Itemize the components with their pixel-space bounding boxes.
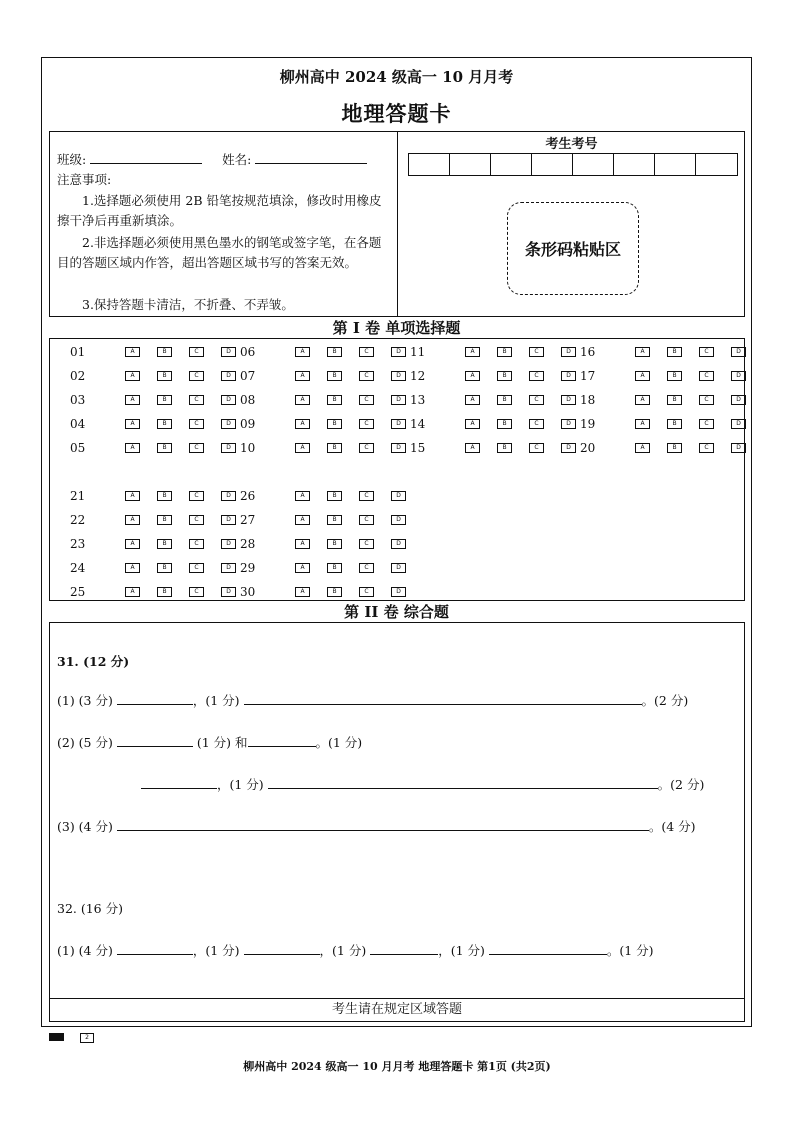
q32-p1-label: (1) (4 分) bbox=[57, 943, 113, 958]
option-bubble[interactable]: C bbox=[359, 491, 374, 501]
question-number: 03 bbox=[70, 393, 86, 407]
option-bubble[interactable]: B bbox=[667, 419, 682, 429]
option-bubble[interactable]: D bbox=[221, 419, 236, 429]
q32-sep2: ，(1 分) bbox=[319, 943, 367, 958]
question-number: 09 bbox=[240, 417, 256, 431]
option-bubble[interactable]: C bbox=[359, 443, 374, 453]
barcode-area: 条形码粘贴区 bbox=[507, 202, 639, 295]
mc-question bbox=[240, 584, 423, 600]
mc-question bbox=[580, 392, 763, 408]
q31-p1-blank-b[interactable] bbox=[244, 692, 642, 705]
option-bubble[interactable]: A bbox=[295, 371, 310, 381]
class-name-row bbox=[57, 149, 367, 170]
q31-p2-end: 。(1 分) bbox=[315, 735, 363, 750]
option-bubble[interactable]: B bbox=[667, 443, 682, 453]
mc-question bbox=[70, 416, 253, 432]
option-bubble[interactable]: B bbox=[327, 587, 342, 597]
option-bubble[interactable]: C bbox=[699, 395, 714, 405]
mc-question bbox=[70, 440, 253, 456]
q31-p2b-blank-a[interactable] bbox=[141, 776, 217, 789]
mc-question bbox=[70, 536, 253, 552]
option-bubble[interactable]: D bbox=[391, 371, 406, 381]
question-number: 06 bbox=[240, 345, 256, 359]
option-bubble[interactable]: A bbox=[635, 371, 650, 381]
question-number: 25 bbox=[70, 585, 86, 599]
option-bubble[interactable]: B bbox=[497, 371, 512, 381]
option-bubble[interactable]: D bbox=[221, 371, 236, 381]
question-number: 30 bbox=[240, 585, 256, 599]
question-number: 20 bbox=[580, 441, 596, 455]
option-bubble[interactable]: D bbox=[731, 395, 746, 405]
q31-p1-end: 。(2 分) bbox=[641, 693, 689, 708]
essay-area bbox=[49, 622, 745, 1022]
option-bubble[interactable]: A bbox=[635, 443, 650, 453]
option-bubble[interactable]: A bbox=[125, 395, 140, 405]
option-bubble[interactable]: D bbox=[561, 371, 576, 381]
question-number: 01 bbox=[70, 345, 86, 359]
option-bubble[interactable]: C bbox=[359, 395, 374, 405]
option-bubble[interactable]: A bbox=[465, 371, 480, 381]
mc-question bbox=[240, 512, 423, 528]
option-bubble[interactable]: D bbox=[221, 347, 236, 357]
option-bubble[interactable]: B bbox=[327, 443, 342, 453]
option-bubble[interactable]: C bbox=[189, 491, 204, 501]
question-number: 21 bbox=[70, 489, 86, 503]
option-bubble[interactable]: A bbox=[295, 563, 310, 573]
mc-question bbox=[240, 368, 423, 384]
option-bubble[interactable]: A bbox=[125, 419, 140, 429]
mc-question bbox=[580, 416, 763, 432]
name-field[interactable] bbox=[255, 149, 367, 164]
option-bubble[interactable]: C bbox=[189, 539, 204, 549]
option-bubble[interactable]: A bbox=[125, 515, 140, 525]
option-bubble[interactable]: D bbox=[561, 347, 576, 357]
option-bubble[interactable]: D bbox=[731, 419, 746, 429]
option-bubble[interactable]: B bbox=[327, 419, 342, 429]
option-bubble[interactable]: D bbox=[731, 371, 746, 381]
option-bubble[interactable]: B bbox=[327, 347, 342, 357]
option-bubble[interactable]: D bbox=[221, 491, 236, 501]
option-bubble[interactable]: D bbox=[221, 395, 236, 405]
option-bubble[interactable]: B bbox=[497, 443, 512, 453]
option-bubble[interactable]: A bbox=[635, 395, 650, 405]
option-bubble[interactable]: C bbox=[359, 539, 374, 549]
option-bubble[interactable]: B bbox=[157, 419, 172, 429]
option-bubble[interactable]: A bbox=[295, 395, 310, 405]
option-bubble[interactable]: D bbox=[561, 395, 576, 405]
option-bubble[interactable]: A bbox=[295, 419, 310, 429]
option-bubble[interactable]: A bbox=[465, 395, 480, 405]
question-number: 28 bbox=[240, 537, 256, 551]
class-field[interactable] bbox=[90, 149, 202, 164]
option-bubble[interactable]: D bbox=[391, 395, 406, 405]
option-bubble[interactable]: C bbox=[529, 395, 544, 405]
q31-p2b-end: 。(2 分) bbox=[657, 777, 705, 792]
mc-question bbox=[70, 488, 253, 504]
option-bubble[interactable]: A bbox=[125, 347, 140, 357]
exam-number-cell[interactable] bbox=[532, 154, 573, 175]
option-bubble[interactable]: B bbox=[157, 443, 172, 453]
option-bubble[interactable]: D bbox=[731, 347, 746, 357]
option-bubble[interactable]: C bbox=[189, 587, 204, 597]
mc-question bbox=[580, 368, 763, 384]
option-bubble[interactable]: C bbox=[189, 347, 204, 357]
option-bubble[interactable]: D bbox=[221, 515, 236, 525]
name-label: 姓名: bbox=[222, 152, 252, 167]
option-bubble[interactable]: D bbox=[731, 443, 746, 453]
option-bubble[interactable]: C bbox=[189, 395, 204, 405]
option-bubble[interactable]: B bbox=[327, 563, 342, 573]
mc-question bbox=[70, 512, 253, 528]
option-bubble[interactable]: A bbox=[295, 539, 310, 549]
option-bubble[interactable]: B bbox=[327, 515, 342, 525]
option-bubble[interactable]: C bbox=[699, 443, 714, 453]
option-bubble[interactable]: B bbox=[157, 515, 172, 525]
option-bubble[interactable]: A bbox=[465, 419, 480, 429]
option-bubble[interactable]: B bbox=[667, 395, 682, 405]
option-bubble[interactable]: C bbox=[529, 443, 544, 453]
option-bubble[interactable]: C bbox=[529, 371, 544, 381]
q32-sep1: ，(1 分) bbox=[192, 943, 240, 958]
question-number: 24 bbox=[70, 561, 86, 575]
option-bubble[interactable]: D bbox=[391, 563, 406, 573]
mc-question bbox=[240, 344, 423, 360]
class-label: 班级: bbox=[57, 152, 87, 167]
page-marker-box: 2 bbox=[80, 1033, 94, 1043]
option-bubble[interactable]: D bbox=[391, 587, 406, 597]
option-bubble[interactable]: A bbox=[295, 515, 310, 525]
q31-p3-label: (3) (4 分) bbox=[57, 819, 113, 834]
exam-title: 柳州高中 2024 级高一 10 月月考 bbox=[279, 68, 514, 86]
exam-number-cell[interactable] bbox=[409, 154, 450, 175]
mc-question bbox=[240, 440, 423, 456]
mc-question bbox=[240, 488, 423, 504]
q31-part2b bbox=[141, 775, 704, 795]
q32-blank-2[interactable] bbox=[244, 942, 320, 955]
option-bubble[interactable]: B bbox=[327, 491, 342, 501]
exam-number-grid bbox=[408, 153, 738, 176]
option-bubble[interactable]: C bbox=[699, 371, 714, 381]
question-number: 07 bbox=[240, 369, 256, 383]
option-bubble[interactable]: C bbox=[359, 419, 374, 429]
option-bubble[interactable]: D bbox=[391, 419, 406, 429]
notice-3: 3.保持答题卡清洁，不折叠、不弄皱。 bbox=[82, 297, 294, 312]
notice-2: 2.非选择题必须使用黑色墨水的钢笔或签字笔，在各题目的答题区域内作答，超出答题区域书写的答案无效。 bbox=[57, 235, 382, 270]
q31-p2-label: (2) (5 分) bbox=[57, 735, 113, 750]
option-bubble[interactable]: D bbox=[221, 563, 236, 573]
mc-question bbox=[580, 440, 763, 456]
q32-head: 32. (16 分) bbox=[57, 901, 123, 916]
question-number: 29 bbox=[240, 561, 256, 575]
option-bubble[interactable]: D bbox=[561, 419, 576, 429]
option-bubble[interactable]: C bbox=[359, 347, 374, 357]
q31-part1 bbox=[57, 691, 688, 711]
q31-p3-blank[interactable] bbox=[117, 818, 649, 831]
answer-area-note: 考生请在规定区域答题 bbox=[50, 998, 744, 1021]
option-bubble[interactable]: A bbox=[635, 419, 650, 429]
notice-title: 注意事项: bbox=[57, 172, 112, 187]
question-number: 23 bbox=[70, 537, 86, 551]
q31-p1-mid: ，(1 分) bbox=[192, 693, 240, 708]
option-bubble[interactable]: D bbox=[221, 539, 236, 549]
q31-p2b-mid: ，(1 分) bbox=[217, 777, 264, 792]
option-bubble[interactable]: B bbox=[497, 395, 512, 405]
alignment-mark bbox=[49, 1033, 64, 1041]
option-bubble[interactable]: B bbox=[327, 371, 342, 381]
option-bubble[interactable]: D bbox=[391, 515, 406, 525]
question-number: 08 bbox=[240, 393, 256, 407]
option-bubble[interactable]: B bbox=[667, 347, 682, 357]
exam-number-cell[interactable] bbox=[491, 154, 532, 175]
mc-question bbox=[410, 344, 593, 360]
option-bubble[interactable]: C bbox=[699, 419, 714, 429]
option-bubble[interactable]: B bbox=[667, 371, 682, 381]
option-bubble[interactable]: C bbox=[189, 515, 204, 525]
question-number: 18 bbox=[580, 393, 596, 407]
option-bubble[interactable]: C bbox=[359, 563, 374, 573]
q31-part3 bbox=[57, 817, 696, 837]
option-bubble[interactable]: B bbox=[497, 347, 512, 357]
option-bubble[interactable]: B bbox=[327, 395, 342, 405]
mc-question bbox=[240, 560, 423, 576]
mc-question bbox=[240, 392, 423, 408]
multiple-choice-area bbox=[49, 338, 745, 601]
option-bubble[interactable]: C bbox=[529, 419, 544, 429]
question-number: 13 bbox=[410, 393, 426, 407]
mc-question bbox=[410, 392, 593, 408]
mc-question bbox=[70, 392, 253, 408]
option-bubble[interactable]: A bbox=[125, 539, 140, 549]
option-bubble[interactable]: C bbox=[359, 515, 374, 525]
option-bubble[interactable]: C bbox=[189, 419, 204, 429]
option-bubble[interactable]: A bbox=[635, 347, 650, 357]
notice-1: 1.选择题必须使用 2B 铅笔按规范填涂，修改时用橡皮擦干净后再重新填涂。 bbox=[57, 193, 382, 228]
option-bubble[interactable]: D bbox=[391, 443, 406, 453]
question-number: 14 bbox=[410, 417, 426, 431]
option-bubble[interactable]: D bbox=[221, 587, 236, 597]
exam-number-cell[interactable] bbox=[573, 154, 614, 175]
option-bubble[interactable]: D bbox=[561, 443, 576, 453]
q32-end: 。(1 分) bbox=[606, 943, 654, 958]
question-number: 02 bbox=[70, 369, 86, 383]
option-bubble[interactable]: A bbox=[295, 491, 310, 501]
card-title: 地理答题卡 bbox=[341, 101, 452, 126]
exam-number-cell[interactable] bbox=[450, 154, 491, 175]
q31-p2-mid: (1 分) 和 bbox=[196, 735, 248, 750]
q32-sep3: ，(1 分) bbox=[438, 943, 485, 958]
option-bubble[interactable]: C bbox=[189, 371, 204, 381]
q32-part1 bbox=[57, 941, 654, 961]
q31-p1-label: (1) (3 分) bbox=[57, 693, 113, 708]
q32-blank-4[interactable] bbox=[489, 942, 607, 955]
option-bubble[interactable]: B bbox=[157, 347, 172, 357]
question-number: 19 bbox=[580, 417, 596, 431]
option-bubble[interactable]: B bbox=[157, 371, 172, 381]
option-bubble[interactable]: A bbox=[125, 443, 140, 453]
option-bubble[interactable]: C bbox=[359, 587, 374, 597]
info-divider bbox=[397, 132, 398, 316]
exam-number-cell[interactable] bbox=[614, 154, 655, 175]
option-bubble[interactable]: B bbox=[157, 491, 172, 501]
mc-question bbox=[240, 416, 423, 432]
option-bubble[interactable]: B bbox=[157, 563, 172, 573]
q31-p2-blank-b[interactable] bbox=[248, 734, 316, 747]
q32-blank-1[interactable] bbox=[117, 942, 193, 955]
mc-question bbox=[410, 440, 593, 456]
exam-number-label: 考生考号 bbox=[545, 137, 598, 152]
question-number: 10 bbox=[240, 441, 256, 455]
q31-p2b-blank-b[interactable] bbox=[268, 776, 658, 789]
option-bubble[interactable]: C bbox=[189, 443, 204, 453]
info-box bbox=[49, 131, 745, 317]
option-bubble[interactable]: A bbox=[295, 347, 310, 357]
option-bubble[interactable]: B bbox=[157, 587, 172, 597]
option-bubble[interactable]: B bbox=[157, 539, 172, 549]
question-number: 15 bbox=[410, 441, 426, 455]
option-bubble[interactable]: D bbox=[391, 347, 406, 357]
option-bubble[interactable]: A bbox=[295, 587, 310, 597]
option-bubble[interactable]: A bbox=[125, 563, 140, 573]
mc-question bbox=[410, 368, 593, 384]
option-bubble[interactable]: D bbox=[221, 443, 236, 453]
page-footer: 柳州高中 2024 级高一 10 月月考 地理答题卡 第1页 (共2页) bbox=[243, 1060, 551, 1073]
mc-question bbox=[70, 368, 253, 384]
exam-number-cell[interactable] bbox=[655, 154, 696, 175]
option-bubble[interactable]: D bbox=[391, 491, 406, 501]
option-bubble[interactable]: A bbox=[295, 443, 310, 453]
option-bubble[interactable]: B bbox=[497, 419, 512, 429]
option-bubble[interactable]: A bbox=[125, 587, 140, 597]
question-number: 11 bbox=[410, 345, 426, 359]
section1-title: 第 I 卷 单项选择题 bbox=[332, 319, 461, 337]
mc-question bbox=[410, 416, 593, 432]
section2-title: 第 II 卷 综合题 bbox=[344, 603, 449, 621]
question-number: 26 bbox=[240, 489, 256, 503]
question-number: 16 bbox=[580, 345, 596, 359]
option-bubble[interactable]: C bbox=[529, 347, 544, 357]
exam-number-cell[interactable] bbox=[696, 154, 737, 175]
mc-question bbox=[580, 344, 763, 360]
option-bubble[interactable]: C bbox=[189, 563, 204, 573]
option-bubble[interactable]: A bbox=[125, 491, 140, 501]
mc-question bbox=[240, 536, 423, 552]
mc-question bbox=[70, 560, 253, 576]
question-number: 22 bbox=[70, 513, 86, 527]
question-number: 05 bbox=[70, 441, 86, 455]
q31-p3-end: 。(4 分) bbox=[648, 819, 696, 834]
option-bubble[interactable]: D bbox=[391, 539, 406, 549]
option-bubble[interactable]: A bbox=[125, 371, 140, 381]
option-bubble[interactable]: A bbox=[465, 443, 480, 453]
option-bubble[interactable]: B bbox=[157, 395, 172, 405]
answer-card-frame bbox=[41, 57, 752, 1027]
question-number: 17 bbox=[580, 369, 596, 383]
q32-blank-3[interactable] bbox=[370, 942, 438, 955]
mc-question bbox=[70, 584, 253, 600]
mc-question bbox=[70, 344, 253, 360]
question-number: 27 bbox=[240, 513, 256, 527]
q31-p2-blank-a[interactable] bbox=[117, 734, 193, 747]
option-bubble[interactable]: A bbox=[465, 347, 480, 357]
question-number: 12 bbox=[410, 369, 426, 383]
option-bubble[interactable]: C bbox=[359, 371, 374, 381]
question-number: 04 bbox=[70, 417, 86, 431]
q31-p1-blank-a[interactable] bbox=[117, 692, 193, 705]
q31-head: 31. (12 分) bbox=[57, 654, 130, 669]
option-bubble[interactable]: C bbox=[699, 347, 714, 357]
q31-part2 bbox=[57, 733, 362, 753]
option-bubble[interactable]: B bbox=[327, 539, 342, 549]
